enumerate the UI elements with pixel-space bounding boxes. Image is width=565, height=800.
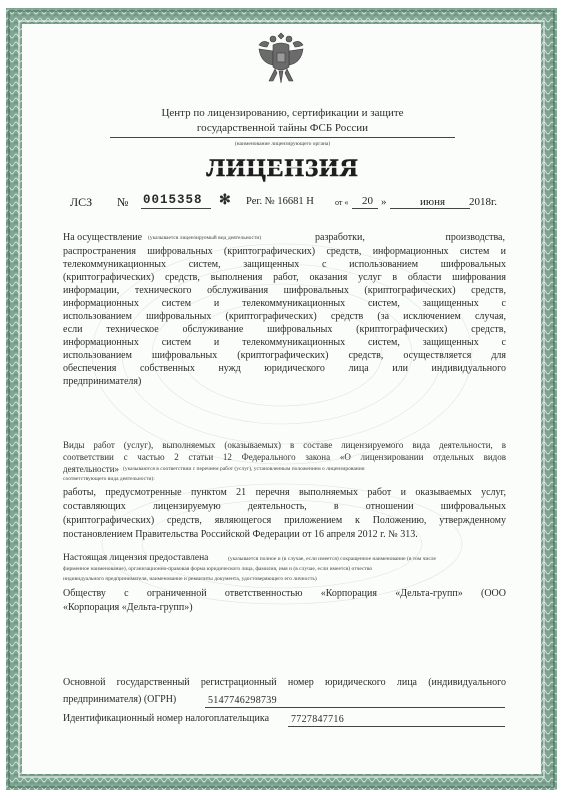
- works-line-1: работы, предусмотренные пунктом 21 перечня выполняемых работ и оказываемых услуг,: [63, 487, 506, 498]
- activity-label: На осуществление: [63, 232, 143, 243]
- activity-line-10: использованием шифровальных (криптографических) средств, осуществляется для: [63, 350, 506, 361]
- date-from-label: от «: [335, 198, 349, 207]
- license-day-close: »: [381, 196, 387, 208]
- works-line-2: составляющих лицензируемую деятельность, в отношении шифровальных: [63, 501, 506, 512]
- inn-label: Идентификационный номер налогоплательщика: [63, 713, 270, 724]
- activity-caption: (указывается лицензируемый вид деятельности): [148, 235, 262, 241]
- works-header-3: деятельности»: [63, 464, 120, 474]
- activity-line-1: разработки, производства,: [315, 232, 505, 243]
- activity-line-8: если техническое обслуживание шифровальных (криптографических) средств,: [63, 324, 506, 335]
- issuer-line-1: Центр по лицензированию, сертификации и защите: [161, 107, 404, 119]
- issuer-line-2: государственной тайны ФСБ России: [196, 122, 369, 134]
- activity-line-11: обеспечения собственных нужд юридического лица или индивидуального: [63, 363, 506, 374]
- ogrn-label-1: Основной государственный регистрационный номер юридического лица (индивидуального: [63, 677, 506, 688]
- licensee-line-1: Обществу с ограниченной ответственностью «Корпорация «Дельта-групп» (ООО: [63, 588, 506, 599]
- double-headed-eagle-emblem-icon: [253, 27, 309, 89]
- issuer-caption: (наименование лицензирующего органа): [234, 141, 331, 147]
- ogrn-underline: [205, 707, 505, 708]
- month-underline: [390, 208, 470, 209]
- licensee-caption-3: индивидуального предпринимателя, наименование и реквизиты документа, удостоверяющего его личность): [63, 576, 317, 582]
- works-header-1: Виды работ (услуг), выполняемых (оказываемых) в составе лицензируемого вида деятельности, в: [63, 440, 506, 450]
- activity-line-5: информации, технического обслуживания шифровальных (криптографических) средств,: [63, 285, 506, 296]
- activity-line-3: телекоммуникационных систем, защищенных с использованием шифровальных: [63, 259, 506, 270]
- works-caption-1: (указываются в соответствии с перечнем работ (услуг), установленным положением о лицензировании: [123, 466, 365, 472]
- registration-number: Рег. № 16681 Н: [246, 196, 314, 207]
- license-year: 2018г.: [469, 196, 498, 208]
- asterisk-mark-icon: ✻: [219, 193, 231, 208]
- issuer-underline: [110, 137, 455, 138]
- licensee-caption-1: (указывается полное и (в случае, если имеется) сокращенное наименование (в том числе: [228, 556, 436, 562]
- ogrn-value: 5147746298739: [208, 695, 277, 706]
- works-line-4: постановлением Правительства Российской Федерации от 16 апреля 2012 г. № 313.: [63, 529, 418, 540]
- inn-underline: [288, 726, 505, 727]
- activity-line-6: информационных систем и телекоммуникационных систем, защищенных с: [63, 298, 506, 309]
- licensee-label: Настоящая лицензия предоставлена: [63, 553, 209, 563]
- license-month: июня: [420, 196, 446, 208]
- day-underline: [352, 208, 378, 209]
- activity-line-4: (криптографических) средств, выполнения работ, оказания услуг в области шифрования: [63, 272, 506, 283]
- works-line-3: (криптографических) средств, являющегося приложением к Положению, утвержденному: [63, 515, 506, 526]
- inn-value: 7727847716: [291, 714, 344, 725]
- license-title-text: ЛИЦЕНЗИЯ: [206, 155, 359, 182]
- license-title: [205, 152, 360, 182]
- license-number-sign: №: [117, 195, 129, 209]
- activity-line-9: информационных систем и телекоммуникационных систем, защищенных с: [63, 337, 506, 348]
- ogrn-label-2: предпринимателя) (ОГРН): [63, 694, 177, 705]
- license-series: ЛСЗ: [70, 195, 93, 209]
- license-number: 0015358: [143, 193, 203, 207]
- works-header-2: соответствии с частью 2 статьи 12 Федерального закона «О лицензировании отдельных видов: [63, 452, 506, 462]
- activity-line-7: использованием шифровальных (криптографических) средств (за исключением случая,: [63, 311, 506, 322]
- works-caption-2: соответствующего вида деятельности):: [63, 476, 155, 482]
- licensee-line-2: «Корпорация «Дельта-групп»): [63, 602, 193, 613]
- activity-line-2: распространения шифровальных (криптографических) средств, информационных систем и: [63, 246, 506, 257]
- license-day: 20: [362, 195, 373, 207]
- number-underline: [141, 208, 211, 209]
- licensee-caption-2: фирменное наименование), организационно-правовая форма юридического лица, фамилия, имя и (в случае, если имеется) отчество: [63, 566, 373, 572]
- activity-line-12: предпринимателя): [63, 376, 142, 387]
